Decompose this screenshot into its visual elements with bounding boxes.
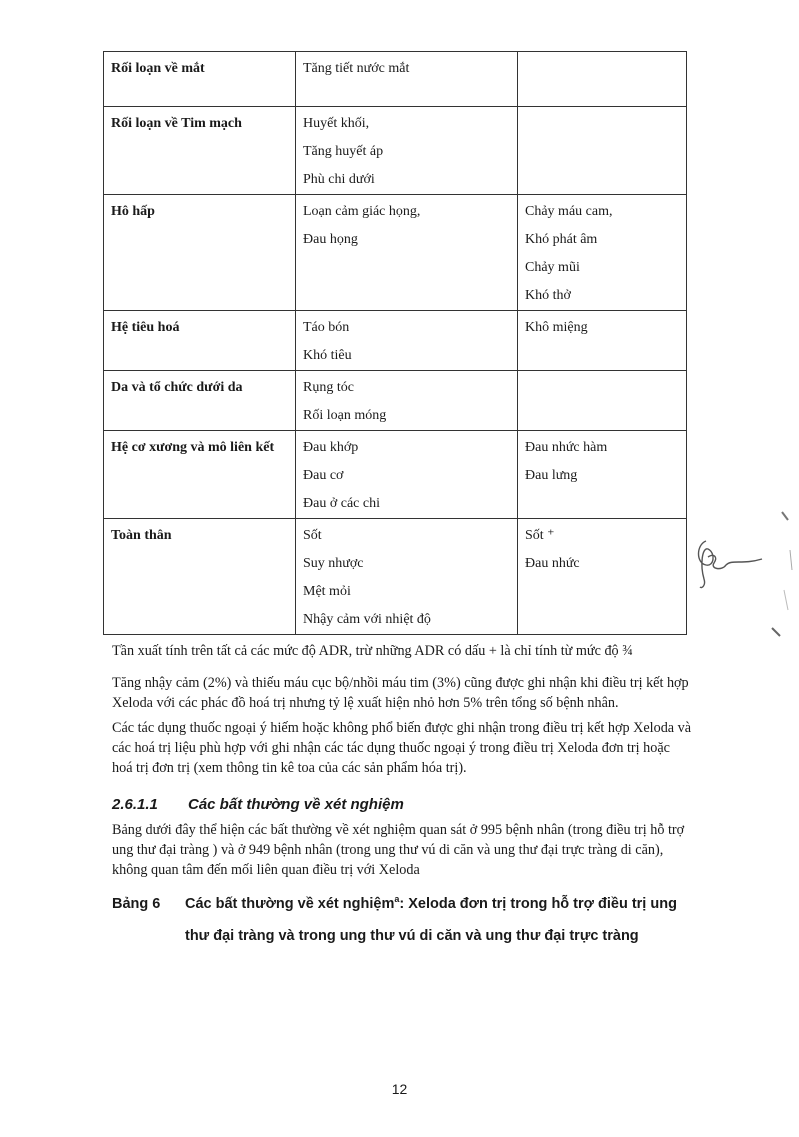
table-caption-text: Các bất thường về xét nghiệm	[185, 895, 395, 912]
reaction-item: Nhậy cảm với nhiệt độ	[303, 612, 431, 627]
table-row	[104, 431, 687, 519]
row-other-reactions	[518, 52, 687, 107]
reaction-item: Rối loạn móng	[303, 408, 387, 423]
row-common-reactions	[296, 371, 518, 431]
table-row	[104, 371, 687, 431]
reaction-item: Đau họng	[303, 232, 358, 247]
handwritten-signature	[692, 535, 768, 593]
table-caption-line-2: thư đại tràng và trong ung thư vú di căn và ung thư đại trực tràng	[185, 928, 639, 944]
reaction-item: Đau ở các chi	[303, 496, 380, 511]
section-heading	[112, 796, 404, 813]
table-row	[104, 311, 687, 371]
row-common-reactions	[296, 107, 518, 195]
reaction-item: Đau cơ	[303, 468, 344, 483]
reaction-item: Loạn cảm giác họng,	[303, 204, 421, 219]
row-category: Hệ tiêu hoá	[104, 311, 296, 371]
reaction-item: Khó tiêu	[303, 348, 352, 363]
reaction-item: Sốt	[303, 528, 322, 543]
adverse-reactions-table-body	[104, 52, 687, 635]
paragraph-rare-effects: Các tác dụng thuốc ngoại ý hiếm hoặc không phổ biến được ghi nhận trong điều trị kết hợp Xeloda và các hoá trị liệu phù hợp với ghi nhận các tác dụng thuốc ngoại ý trong điều trị Xeloda đơn trị hoặc hoá trị đơn trị (xem thông tin kê toa của các sản phẩm hóa trị).	[112, 720, 692, 776]
row-common-reactions	[296, 311, 518, 371]
reaction-item: Chảy máu cam,	[525, 204, 613, 219]
paragraph-hypersensitivity: Tăng nhậy cảm (2%) và thiếu máu cục bộ/nhồi máu tim (3%) cũng được ghi nhận khi điều trị kết hợp Xeloda với các phác đồ hoá trị nhưng tỷ lệ xuất hiện nhỏ hơn 5% trên tổng số bệnh nhân.	[112, 675, 689, 711]
reaction-item: Khó phát âm	[525, 232, 598, 247]
reaction-item: Đau lưng	[525, 468, 578, 483]
paragraph-lab-abnormalities: Bảng dưới đây thể hiện các bất thường về xét nghiệm quan sát ở 995 bệnh nhân (trong điều trị hỗ trợ ung thư đại tràng ) và ở 949 bệnh nhân (trong ung thư vú di căn và ung thư đại trực tràng di căn), không quan tâm đến mối liên quan điều trị với Xeloda	[112, 822, 685, 878]
reaction-item: Táo bón	[303, 320, 350, 335]
scan-edge-marks	[768, 510, 798, 640]
reaction-item: Huyết khối,	[303, 116, 370, 131]
reaction-item: Chảy mũi	[525, 260, 580, 275]
reaction-item: Đau nhức	[525, 556, 580, 571]
row-other-reactions	[518, 107, 687, 195]
table-row	[104, 195, 687, 311]
row-category: Hô hấp	[104, 195, 296, 311]
table-caption-footnote-mark: a	[394, 894, 400, 904]
section-number: 2.6.1.1	[112, 796, 158, 813]
reaction-item: Suy nhược	[303, 556, 364, 571]
adverse-reactions-table	[103, 51, 687, 635]
row-category: Rối loạn về Tim mạch	[104, 107, 296, 195]
reaction-item: Sốt ⁺	[525, 528, 555, 543]
reaction-item: Phù chi dưới	[303, 172, 375, 187]
row-category: Rối loạn về mắt	[104, 52, 296, 107]
table-row	[104, 52, 687, 107]
row-common-reactions	[296, 431, 518, 519]
row-other-reactions	[518, 195, 687, 311]
table-row	[104, 519, 687, 635]
page-number: 12	[391, 1081, 408, 1097]
row-other-reactions	[518, 371, 687, 431]
row-category: Toàn thân	[104, 519, 296, 635]
table-row	[104, 107, 687, 195]
frequency-note: Tần xuất tính trên tất cả các mức độ ADR, trừ những ADR có dấu + là chỉ tính từ mức độ ¾	[112, 643, 633, 659]
reaction-item: Tăng tiết nước mắt	[303, 61, 410, 76]
row-category: Da và tổ chức dưới da	[104, 371, 296, 431]
reaction-item: Tăng huyết áp	[303, 144, 384, 159]
row-common-reactions	[296, 519, 518, 635]
table-caption-label: Bảng 6	[112, 895, 161, 912]
row-other-reactions	[518, 431, 687, 519]
row-common-reactions	[296, 52, 518, 107]
reaction-item: Đau nhức hàm	[525, 440, 608, 455]
reaction-item: Khó thở	[525, 288, 571, 303]
reaction-item: Đau khớp	[303, 440, 359, 455]
row-other-reactions	[518, 311, 687, 371]
table-caption-line-1	[112, 894, 752, 912]
reaction-item: Rụng tóc	[303, 380, 354, 395]
reaction-item: Khô miệng	[525, 320, 588, 335]
row-common-reactions	[296, 195, 518, 311]
table-caption-rest: : Xeloda đơn trị trong hỗ trợ điều trị ung	[399, 895, 677, 912]
section-title: Các bất thường về xét nghiệm	[188, 796, 404, 813]
row-other-reactions	[518, 519, 687, 635]
row-category: Hệ cơ xương và mô liên kết	[104, 431, 296, 519]
reaction-item: Mệt mỏi	[303, 584, 351, 599]
